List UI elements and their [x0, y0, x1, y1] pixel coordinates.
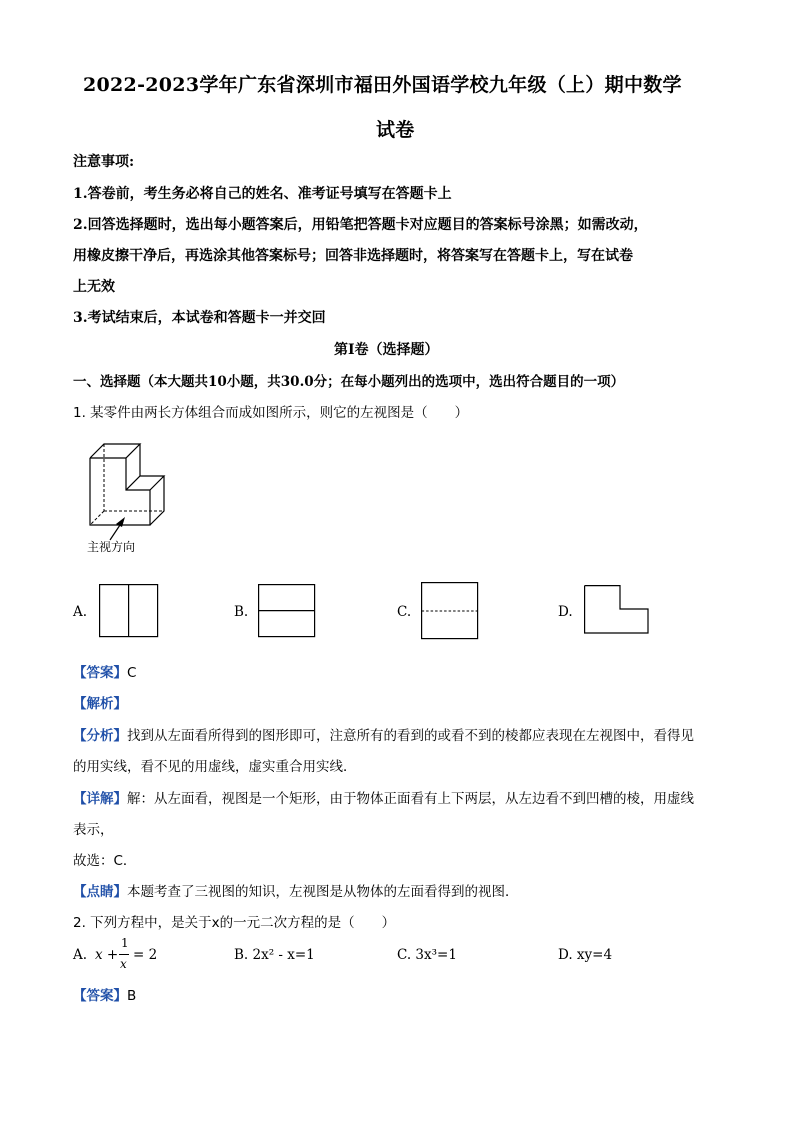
part-heading: 第I卷（选择题） [334, 342, 439, 358]
q1-option-c-figure [421, 582, 479, 640]
q2-option-a-label: A. [73, 947, 88, 963]
page-title-line1: 2022-2023学年广东省深圳市福田外国语学校九年级（上）期中数学 [83, 74, 682, 96]
q2-answer: 【答案】B [73, 988, 137, 1004]
notice-item-2-line-2: 用橡皮擦干净后，再选涂其他答案标号；回答非选择题时，将答案写在答题卡上，写在试卷 [73, 248, 633, 264]
q1-xiangjie: 【详解】解：从左面看，视图是一个矩形，由于物体正面看有上下两层，从左边看不到凹槽的棱，用虚线 [73, 791, 694, 807]
notice-item-1: 1.答卷前，考生务必将自己的姓名、准考证号填写在答题卡上 [73, 186, 452, 202]
q1-stem: 1. 某零件由两长方体组合而成如图所示，则它的左视图是（ ） [73, 405, 469, 421]
notice-item-2-line-3: 上无效 [73, 279, 115, 295]
notice-item-2-line-1: 2.回答选择题时，选出每小题答案后，用铅笔把答题卡对应题目的答案标号涂黑；如需改动， [73, 217, 648, 233]
q1-analysis-heading: 【解析】 [73, 696, 127, 712]
q2-stem: 2. 下列方程中，是关于x的一元二次方程的是（ ） [73, 915, 396, 931]
q1-fenxi: 【分析】找到从左面看所得到的图形即可，注意所有的看到的或看不到的棱都应表现在左视图中，看得见 [73, 728, 694, 744]
q1-option-c-label: C. [397, 604, 412, 620]
q1-option-b-figure [258, 584, 316, 638]
q2-answer-value: B [127, 988, 137, 1004]
q1-dianjing-text: 本题考查了三视图的知识，左视图是从物体的左面看得到的视图． [127, 884, 519, 900]
q1-answer-label: 答案 [86, 665, 114, 681]
q1-xiangjie-label: 详解 [86, 791, 114, 807]
q1-option-a-label: A. [73, 604, 88, 620]
q2-option-a-rhs: = 2 [133, 947, 158, 963]
q2-option-b: B. 2x² - x=1 [234, 947, 315, 963]
q1-fenxi-line-2: 的用实线，看不见的用虚线，虚实重合用实线． [73, 759, 357, 775]
q1-figure-caption: 主视方向 [87, 540, 136, 554]
q2-option-a-fraction-bar [119, 954, 129, 955]
q2-option-a-denominator: x [120, 957, 127, 971]
q1-solid-figure [80, 436, 200, 546]
q1-option-b-label: B. [234, 604, 249, 620]
q1-conclusion: 故选：C． [73, 853, 137, 869]
q1-xiangjie-line-2: 表示， [73, 822, 114, 838]
q2-option-d: D. xy=4 [558, 947, 613, 963]
q2-option-a-numerator: 1 [121, 936, 129, 950]
notice-item-3: 3.考试结束后，本试卷和答题卡一并交回 [73, 310, 326, 326]
q1-option-d-label: D. [558, 604, 573, 620]
q2-option-a-lhs: x + [95, 947, 119, 963]
q1-analysis-label: 解析 [86, 696, 114, 712]
q1-xiangjie-text: 解：从左面看，视图是一个矩形，由于物体正面看有上下两层，从左边看不到凹槽的棱，用虚线 [127, 791, 694, 807]
section-heading: 一、选择题（本大题共10小题，共30.0分；在每小题列出的选项中，选出符合题目的一项） [73, 374, 625, 390]
notice-heading: 注意事项: [73, 154, 135, 170]
q1-dianjing-label: 点睛 [86, 884, 114, 900]
q1-answer-value: C [127, 665, 137, 681]
page-title-line2: 试卷 [376, 119, 415, 141]
q1-fenxi-text: 找到从左面看所得到的图形即可，注意所有的看到的或看不到的棱都应表现在左视图中，看得见 [127, 728, 694, 744]
q1-option-d-figure [584, 585, 650, 635]
q1-answer: 【答案】C [73, 665, 137, 681]
q2-answer-label: 答案 [86, 988, 114, 1004]
q2-option-c: C. 3x³=1 [397, 947, 457, 963]
q1-fenxi-label: 分析 [86, 728, 114, 744]
q1-option-a-figure [99, 584, 159, 638]
q1-dianjing: 【点睛】本题考查了三视图的知识，左视图是从物体的左面看得到的视图． [73, 884, 519, 900]
